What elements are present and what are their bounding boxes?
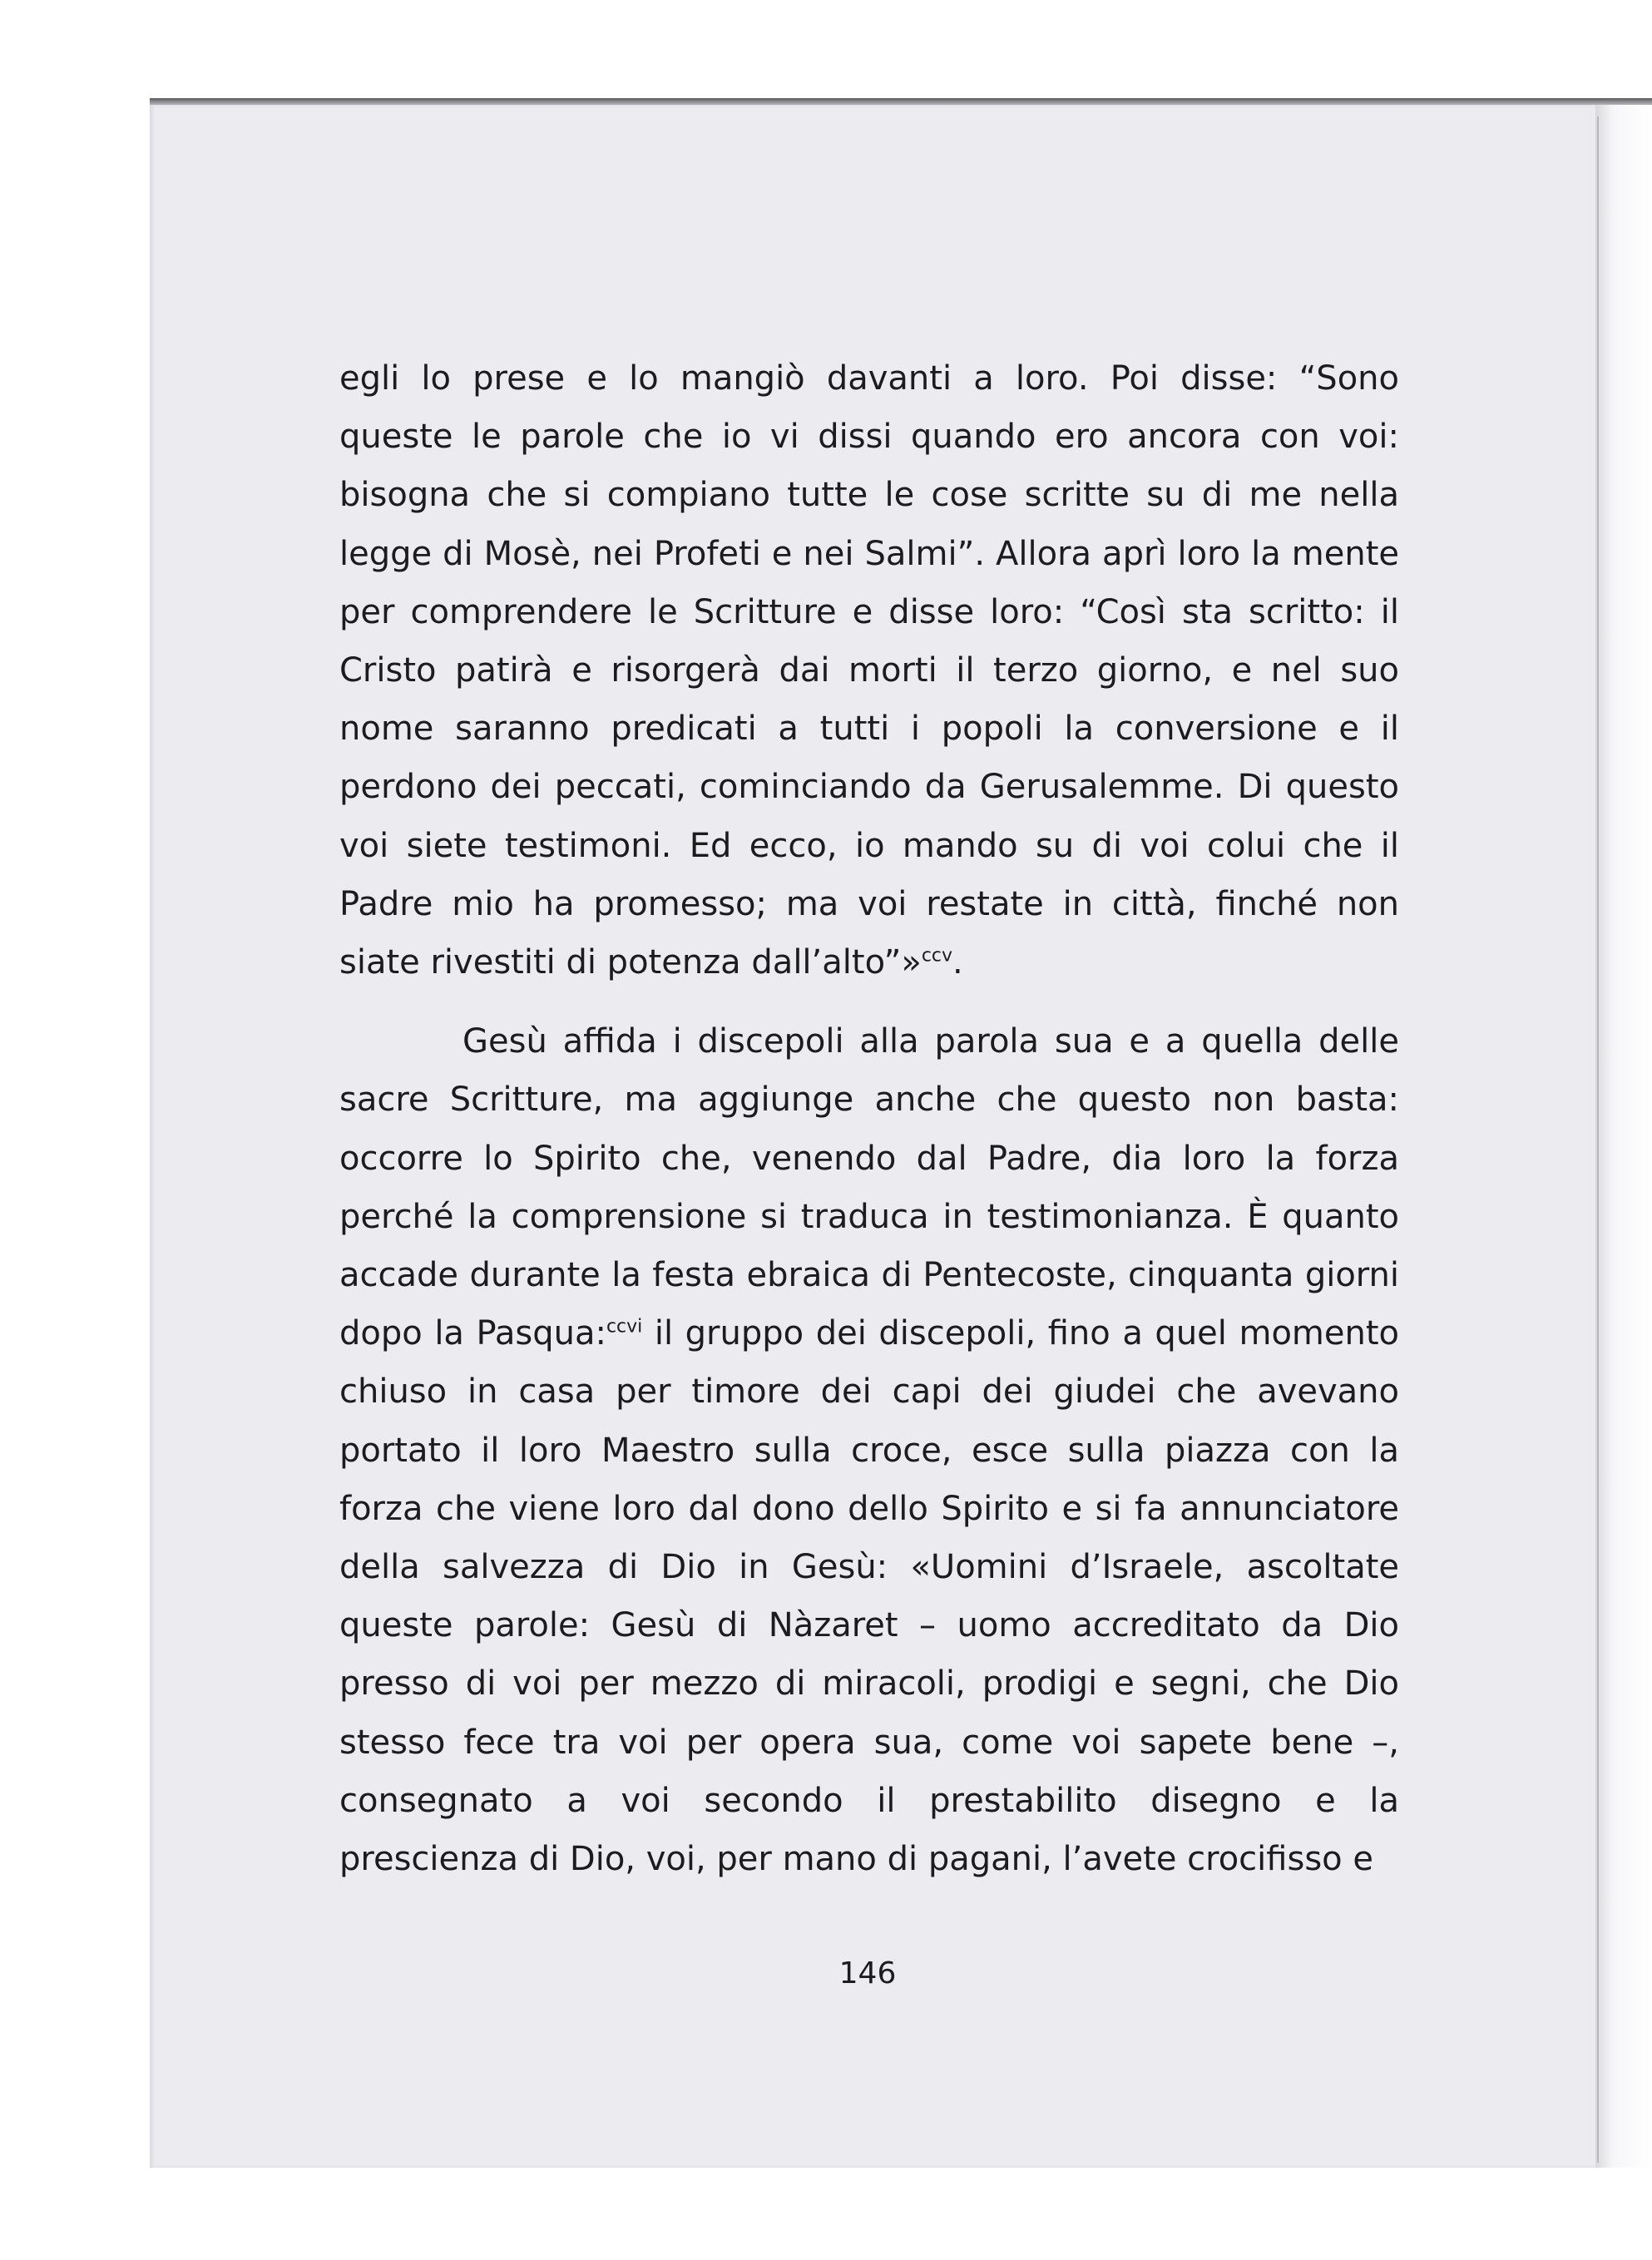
body-text (339, 349, 1399, 1888)
page-edge-line (1597, 116, 1599, 2163)
page-right-edge (1595, 105, 1652, 2168)
paragraph-2-text-after: il gruppo dei discepoli, fino a quel momento chiuso in casa per timore dei capi dei giudei che avevano portato il loro Maestro sulla croce, esce sulla piazza con la forza che viene loro dal dono dello Spirito e si fa annunciatore della salvezza di Dio in Gesù: «Uomini d’Israele, ascoltate queste parole: Gesù di Nàzaret – uomo accreditato da Dio presso di voi per mezzo di miracoli, prodigi e segni, che Dio stesso fece tra voi per opera sua, come voi sapete bene –, consegnato a voi secondo il prestabilito disegno e la prescienza di Dio, voi, per mano di pagani, l’avete crocifisso e (339, 1314, 1400, 1879)
paragraph-1-text: egli lo prese e lo mangiò davanti a loro. Poi disse: “Sono queste le parole che io vi dissi quando ero ancora con voi: bisogna che si compiano tutte le cose scritte su di me nella legge di Mosè, nei Profeti e nei Salmi”. Allora aprì loro la mente per comprendere le Scritture e disse loro: “Così sta scritto: il Cristo patirà e risorgerà dai morti il terzo giorno, e nel suo nome saranno predicati a tutti i popoli la conversione e il perdono dei peccati, cominciando da Gerusalemme. Di questo voi siete testimoni. Ed ecco, io mando su di voi colui che il Padre mio ha promesso; ma voi restate in città, finché non siate rivestiti di potenza dall’alto”» (339, 359, 1399, 982)
paragraph-2-text-before: Gesù affida i discepoli alla parola sua e a quella delle sacre Scritture, ma aggiunge anche che questo non basta: occorre lo Spirito che, venendo dal Padre, dia loro la forza perché la comprensione si traduca in testimonianza. È quanto accade durante la festa ebraica di Pentecoste, cinquanta giorni dopo la Pasqua: (339, 1022, 1399, 1353)
page-number: 146 (838, 1956, 897, 1990)
paragraph-1-tail: . (952, 943, 963, 982)
paragraph-1 (339, 349, 1399, 992)
paragraph-2 (339, 1012, 1399, 1888)
footnote-ref-ccv: ccv (921, 945, 953, 967)
footnote-ref-ccvi: ccvi (606, 1316, 643, 1338)
